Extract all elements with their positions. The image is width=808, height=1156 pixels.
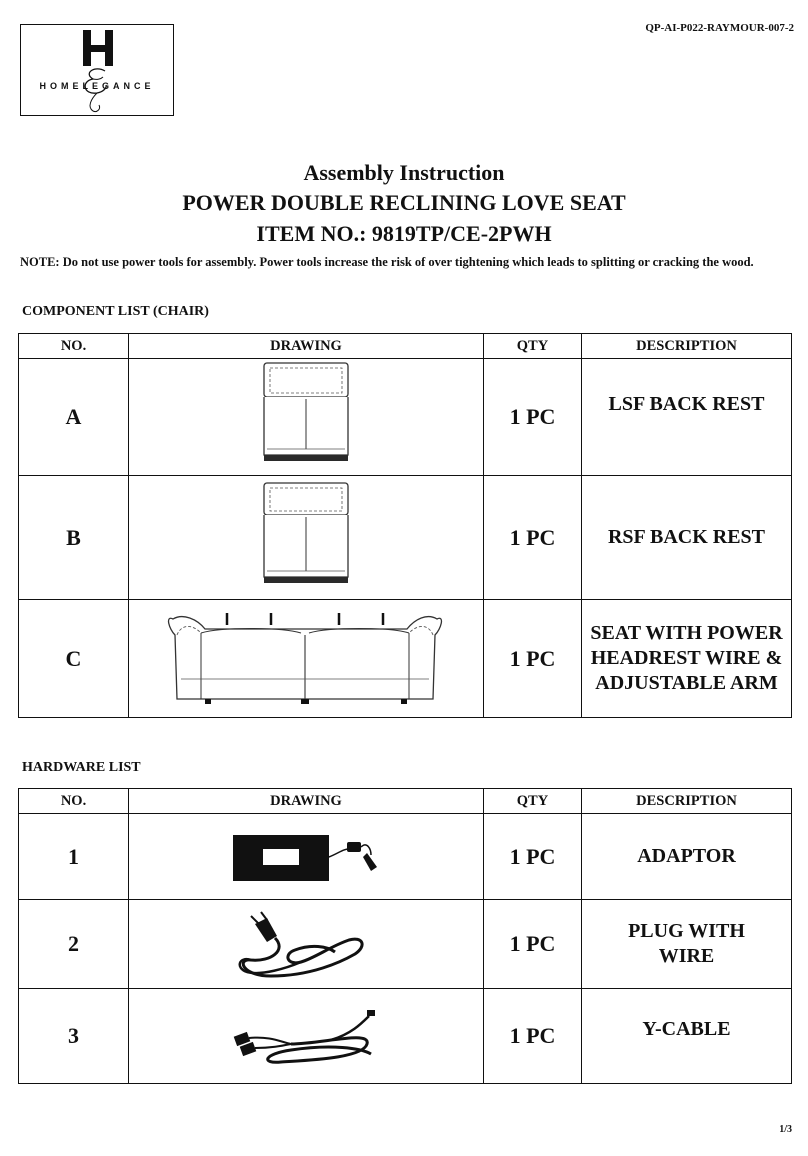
rsf-back-rest-drawing <box>129 476 484 600</box>
row-qty: 1 PC <box>484 359 582 476</box>
row-qty: 1 PC <box>484 989 582 1084</box>
row-qty: 1 PC <box>484 900 582 989</box>
row-qty: 1 PC <box>484 600 582 718</box>
description-line: WIRE <box>658 945 715 967</box>
adaptor-drawing <box>129 814 484 900</box>
row-description: ADAPTOR <box>582 814 792 900</box>
table-row <box>19 600 792 718</box>
component-list-heading: COMPONENT LIST (CHAIR) <box>22 304 209 319</box>
component-table <box>18 333 792 718</box>
table-row <box>19 476 792 600</box>
hardware-table <box>18 788 792 1084</box>
header-no: NO. <box>19 789 129 814</box>
row-no: 1 <box>19 814 129 900</box>
page-number: 1/3 <box>779 1124 792 1135</box>
row-no: B <box>19 476 129 600</box>
row-description <box>582 600 792 718</box>
lsf-back-rest-drawing <box>129 359 484 476</box>
plug-wire-drawing <box>129 900 484 989</box>
component-table-header <box>19 334 792 359</box>
row-qty: 1 PC <box>484 814 582 900</box>
y-cable-drawing <box>129 989 484 1084</box>
header-qty: QTY <box>484 789 582 814</box>
hardware-list-heading: HARDWARE LIST <box>22 760 141 775</box>
description-line: HEADREST WIRE & <box>590 647 783 669</box>
row-no: 3 <box>19 989 129 1084</box>
description-line: PLUG WITH <box>628 920 745 942</box>
table-row <box>19 814 792 900</box>
header-description: DESCRIPTION <box>582 789 792 814</box>
logo-mark <box>21 25 175 117</box>
document-code: QP-AI-P022-RAYMOUR-007-2 <box>645 22 794 34</box>
row-qty: 1 PC <box>484 476 582 600</box>
header-drawing: DRAWING <box>129 789 484 814</box>
homelegance-logo <box>20 24 174 116</box>
row-description: LSF BACK REST <box>582 359 792 476</box>
row-no: C <box>19 600 129 718</box>
row-no: 2 <box>19 900 129 989</box>
hardware-table-header <box>19 789 792 814</box>
row-description: Y-CABLE <box>582 989 792 1084</box>
header-qty: QTY <box>484 334 582 359</box>
document-title: Assembly Instruction <box>303 160 505 185</box>
seat-drawing <box>129 600 484 718</box>
table-row <box>19 900 792 989</box>
assembly-note: NOTE: Do not use power tools for assembly. Power tools increase the risk of over tightening which leads to splitting or cracking the wood. <box>20 255 754 269</box>
item-number: ITEM NO.: 9819TP/CE-2PWH <box>256 221 552 246</box>
table-row <box>19 989 792 1084</box>
logo-wordmark: HOMELEGANCE <box>39 81 155 91</box>
row-description <box>582 900 792 989</box>
description-line: ADJUSTABLE ARM <box>595 672 778 694</box>
table-row <box>19 359 792 476</box>
header-drawing: DRAWING <box>129 334 484 359</box>
description-line: SEAT WITH POWER <box>590 622 783 644</box>
row-no: A <box>19 359 129 476</box>
header-description: DESCRIPTION <box>582 334 792 359</box>
product-name: POWER DOUBLE RECLINING LOVE SEAT <box>182 190 626 215</box>
row-description: RSF BACK REST <box>582 476 792 600</box>
header-no: NO. <box>19 334 129 359</box>
